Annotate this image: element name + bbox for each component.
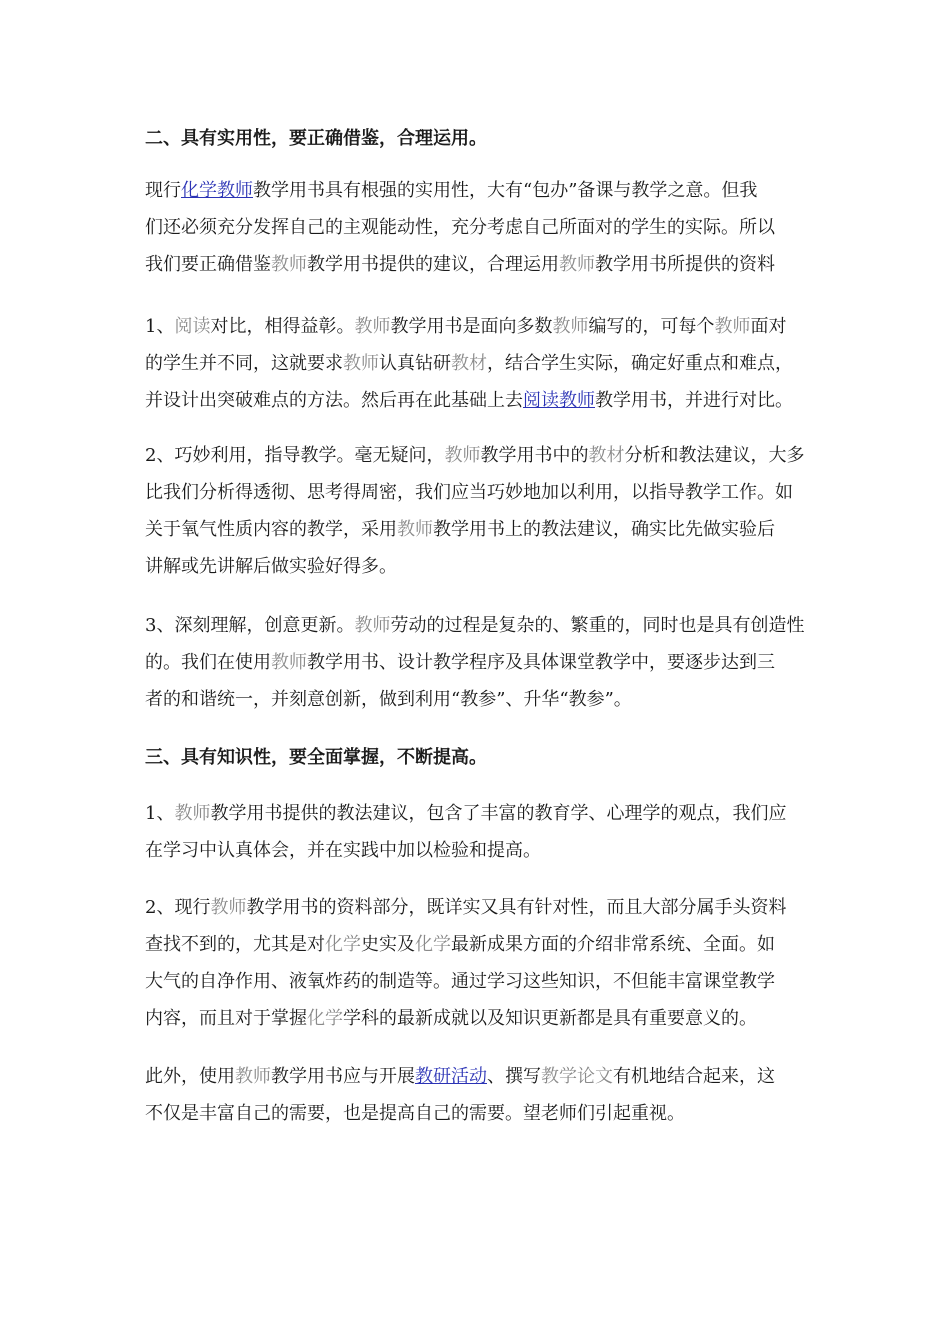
text-run: 编写的，可每个 <box>588 316 715 337</box>
text-run: 的学生并不同，这就要求 <box>145 353 343 374</box>
text-line <box>145 1095 825 1132</box>
text-run: 我们要正确借鉴 <box>145 254 271 275</box>
text-run: 比我们分析得透彻、思考得周密，我们应当巧妙地加以利用，以指导教学工作。如 <box>145 482 793 503</box>
paragraph <box>145 889 825 1037</box>
text-line <box>145 345 825 382</box>
text-run: 大气的自净作用、液氧炸药的制造等。通过学习这些知识，不但能丰富课堂教学 <box>145 971 775 992</box>
gray-keyword: 化学 <box>415 934 451 955</box>
text-line <box>145 172 825 209</box>
text-run: 学科的最新成就以及知识更新都是具有重要意义的。 <box>343 1008 757 1029</box>
text-line <box>145 795 825 832</box>
text-line <box>145 474 825 511</box>
link-teaching-research[interactable]: 教研活动 <box>415 1066 487 1087</box>
paragraph <box>145 437 825 585</box>
text-line <box>145 1000 825 1037</box>
text-run: 教学用书中的 <box>480 445 589 466</box>
text-line <box>145 681 825 718</box>
text-run: 2、巧妙利用，指导教学。毫无疑问， <box>145 445 445 466</box>
text-run: 教学用书的资料部分，既详实又具有针对性，而且大部分属手头资料 <box>246 897 787 918</box>
text-run: 不仅是丰富自己的需要，也是提高自己的需要。望老师们引起重视。 <box>145 1103 685 1124</box>
gray-keyword: 教师 <box>714 316 751 337</box>
gray-keyword: 教学论文 <box>541 1066 613 1087</box>
gray-keyword: 阅读 <box>174 316 211 337</box>
section-heading: 二、具有实用性，要正确借鉴，合理运用。 <box>145 128 487 149</box>
text-run: 认真钻研 <box>379 353 451 374</box>
text-run: 面对 <box>750 316 787 337</box>
link-chemistry-teacher[interactable]: 化学教师 <box>181 180 253 201</box>
text-run: 史实及 <box>361 934 415 955</box>
paragraph <box>145 308 825 419</box>
section-heading: 三、具有知识性，要全面掌握，不断提高。 <box>145 747 487 768</box>
text-run: 教学用书具有根强的实用性，大有“包办”备课与教学之意。但我 <box>253 180 758 201</box>
text-run: 有机地结合起来，这 <box>613 1066 775 1087</box>
text-run: 教学用书应与开展 <box>271 1066 415 1087</box>
gray-keyword: 教师 <box>235 1066 271 1087</box>
text-line <box>145 209 825 246</box>
paragraph <box>145 795 825 869</box>
paragraph <box>145 172 825 283</box>
gray-keyword: 教师 <box>552 316 589 337</box>
text-run: 们还必须充分发挥自己的主观能动性，充分考虑自己所面对的学生的实际。所以 <box>145 217 775 238</box>
paragraph <box>145 1058 825 1132</box>
gray-keyword: 教师 <box>174 803 211 824</box>
gray-keyword: 教师 <box>210 897 247 918</box>
text-run: 查找不到的，尤其是对 <box>145 934 325 955</box>
text-run: 并设计出突破难点的方法。然后再在此基础上去 <box>145 390 523 411</box>
text-line <box>145 889 825 926</box>
text-run: 最新成果方面的介绍非常系统、全面。如 <box>451 934 775 955</box>
text-line <box>145 437 825 474</box>
text-line <box>145 246 825 283</box>
gray-keyword: 教师 <box>354 615 391 636</box>
text-line <box>145 832 825 869</box>
gray-keyword: 化学 <box>325 934 361 955</box>
text-run: 3、深刻理解，创意更新。 <box>145 615 355 636</box>
text-run: 教学用书提供的教法建议，包含了丰富的教育学、心理学的观点，我们应 <box>210 803 787 824</box>
text-run: 劳动的过程是复杂的、繁重的，同时也是具有创造性 <box>390 615 805 636</box>
text-line <box>145 308 825 345</box>
gray-keyword: 教师 <box>397 519 433 540</box>
gray-keyword: 教材 <box>451 353 487 374</box>
text-line <box>145 511 825 548</box>
text-run: ，结合学生实际，确定好重点和难点， <box>487 353 793 374</box>
text-run: 教学用书是面向多数 <box>390 316 553 337</box>
text-line <box>145 607 825 644</box>
text-line <box>145 926 825 963</box>
text-line <box>145 963 825 1000</box>
text-run: 内容，而且对于掌握 <box>145 1008 307 1029</box>
gray-keyword: 教师 <box>354 316 391 337</box>
text-run: 教学用书，并进行对比。 <box>595 390 793 411</box>
text-run: 教学用书上的教法建议，确实比先做实验后 <box>433 519 775 540</box>
text-run: 对比，相得益彰。 <box>210 316 355 337</box>
gray-keyword: 教师 <box>559 254 595 275</box>
text-run: 1、 <box>145 316 175 337</box>
text-run: 的。我们在使用 <box>145 652 271 673</box>
text-run: 、撰写 <box>487 1066 541 1087</box>
gray-keyword: 教师 <box>444 445 481 466</box>
gray-keyword: 教材 <box>588 445 625 466</box>
gray-keyword: 教师 <box>343 353 379 374</box>
text-run: 分析和教法建议，大多 <box>624 445 805 466</box>
gray-keyword: 化学 <box>307 1008 343 1029</box>
text-run: 此外，使用 <box>145 1066 235 1087</box>
text-line <box>145 1058 825 1095</box>
text-run: 者的和谐统一，并刻意创新，做到利用“教参”、升华“教参”。 <box>145 689 632 710</box>
text-run: 1、 <box>145 803 175 824</box>
link-read-teacher[interactable]: 阅读教师 <box>523 390 595 411</box>
text-run: 2、现行 <box>145 897 211 918</box>
text-line <box>145 644 825 681</box>
text-run: 教学用书所提供的资料 <box>595 254 775 275</box>
text-line <box>145 382 825 419</box>
text-run: 讲解或先讲解后做实验好得多。 <box>145 556 397 577</box>
text-run: 关于氧气性质内容的教学，采用 <box>145 519 397 540</box>
gray-keyword: 教师 <box>271 254 307 275</box>
text-run: 现行 <box>145 180 181 201</box>
paragraph <box>145 607 825 718</box>
text-run: 教学用书、设计教学程序及具体课堂教学中，要逐步达到三 <box>307 652 775 673</box>
text-line <box>145 548 825 585</box>
gray-keyword: 教师 <box>271 652 307 673</box>
text-run: 教学用书提供的建议，合理运用 <box>307 254 559 275</box>
text-run: 在学习中认真体会，并在实践中加以检验和提高。 <box>145 840 541 861</box>
